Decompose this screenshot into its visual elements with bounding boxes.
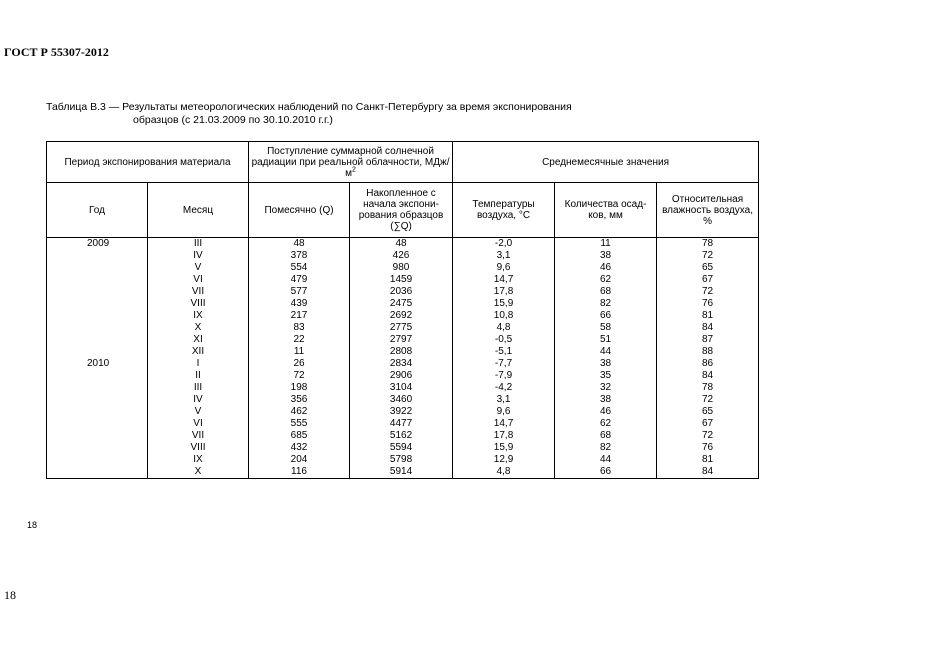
cell-monthly-q: 555	[249, 418, 350, 430]
cell-humidity: 87	[657, 334, 759, 346]
cell-cumulative-q: 5798	[350, 454, 453, 466]
document-header: ГОСТ Р 55307-2012	[4, 45, 109, 59]
cell-month: V	[148, 262, 249, 274]
cell-humidity: 65	[657, 262, 759, 274]
cell-year	[47, 346, 148, 358]
cell-year: 2009	[47, 238, 148, 251]
cell-cumulative-q: 2797	[350, 334, 453, 346]
cell-monthly-q: 554	[249, 262, 350, 274]
cell-monthly-q: 198	[249, 382, 350, 394]
cell-temperature: -5,1	[453, 346, 555, 358]
cell-cumulative-q: 1459	[350, 274, 453, 286]
table-row	[47, 238, 759, 251]
table-row	[47, 334, 759, 346]
cell-cumulative-q: 48	[350, 238, 453, 251]
cell-humidity: 72	[657, 250, 759, 262]
cell-precipitation: 11	[555, 238, 657, 251]
cell-precipitation: 44	[555, 454, 657, 466]
cell-precipitation: 66	[555, 310, 657, 322]
cell-temperature: 3,1	[453, 394, 555, 406]
cell-monthly-q: 378	[249, 250, 350, 262]
cell-precipitation: 32	[555, 382, 657, 394]
cell-year	[47, 298, 148, 310]
cell-temperature: 14,7	[453, 418, 555, 430]
cell-year	[47, 250, 148, 262]
header-radiation-sup: 2	[352, 166, 356, 174]
cell-monthly-q: 72	[249, 370, 350, 382]
cell-month: VI	[148, 274, 249, 286]
cell-month: III	[148, 238, 249, 251]
cell-precipitation: 38	[555, 358, 657, 370]
cell-cumulative-q: 2775	[350, 322, 453, 334]
cell-month: VII	[148, 286, 249, 298]
cell-month: VIII	[148, 298, 249, 310]
cell-year	[47, 430, 148, 442]
cell-precipitation: 51	[555, 334, 657, 346]
cell-monthly-q: 439	[249, 298, 350, 310]
cell-precipitation: 68	[555, 286, 657, 298]
table-row	[47, 322, 759, 334]
table-row	[47, 286, 759, 298]
cell-humidity: 81	[657, 310, 759, 322]
table-body	[47, 238, 759, 479]
cell-monthly-q: 685	[249, 430, 350, 442]
cell-cumulative-q: 3460	[350, 394, 453, 406]
cell-precipitation: 46	[555, 262, 657, 274]
header-cumulative-q: Накопленное с начала экспони-рования образцов (∑Q)	[350, 183, 453, 238]
header-humidity: Относительная влажность воздуха, %	[657, 183, 759, 238]
cell-cumulative-q: 5162	[350, 430, 453, 442]
cell-monthly-q: 432	[249, 442, 350, 454]
cell-year	[47, 394, 148, 406]
cell-cumulative-q: 4477	[350, 418, 453, 430]
cell-humidity: 76	[657, 298, 759, 310]
cell-humidity: 81	[657, 454, 759, 466]
cell-precipitation: 44	[555, 346, 657, 358]
cell-temperature: 17,8	[453, 430, 555, 442]
cell-month: V	[148, 406, 249, 418]
cell-month: XII	[148, 346, 249, 358]
cell-month: VII	[148, 430, 249, 442]
cell-monthly-q: 462	[249, 406, 350, 418]
cell-monthly-q: 26	[249, 358, 350, 370]
cell-humidity: 65	[657, 406, 759, 418]
cell-month: VIII	[148, 442, 249, 454]
cell-humidity: 78	[657, 238, 759, 251]
meteo-table	[46, 141, 759, 479]
cell-cumulative-q: 426	[350, 250, 453, 262]
cell-month: IX	[148, 454, 249, 466]
cell-precipitation: 82	[555, 298, 657, 310]
cell-precipitation: 66	[555, 466, 657, 479]
cell-precipitation: 68	[555, 430, 657, 442]
cell-month: VI	[148, 418, 249, 430]
cell-temperature: 4,8	[453, 466, 555, 479]
cell-precipitation: 35	[555, 370, 657, 382]
cell-monthly-q: 116	[249, 466, 350, 479]
table-row	[47, 298, 759, 310]
cell-temperature: 15,9	[453, 298, 555, 310]
cell-monthly-q: 479	[249, 274, 350, 286]
header-temperature: Температуры воздуха, °С	[453, 183, 555, 238]
cell-temperature: 12,9	[453, 454, 555, 466]
cell-humidity: 84	[657, 466, 759, 479]
cell-year	[47, 418, 148, 430]
cell-monthly-q: 217	[249, 310, 350, 322]
cell-temperature: -7,7	[453, 358, 555, 370]
table-row	[47, 418, 759, 430]
table-caption	[46, 101, 572, 127]
cell-month: IV	[148, 394, 249, 406]
cell-cumulative-q: 5914	[350, 466, 453, 479]
cell-year	[47, 310, 148, 322]
cell-temperature: 15,9	[453, 442, 555, 454]
cell-precipitation: 38	[555, 250, 657, 262]
cell-temperature: 10,8	[453, 310, 555, 322]
table-row	[47, 358, 759, 370]
cell-temperature: -4,2	[453, 382, 555, 394]
cell-monthly-q: 48	[249, 238, 350, 251]
cell-year	[47, 286, 148, 298]
header-year: Год	[47, 183, 148, 238]
cell-precipitation: 46	[555, 406, 657, 418]
cell-monthly-q: 11	[249, 346, 350, 358]
cell-month: III	[148, 382, 249, 394]
cell-temperature: 9,6	[453, 406, 555, 418]
cell-precipitation: 38	[555, 394, 657, 406]
cell-humidity: 72	[657, 394, 759, 406]
cell-month: II	[148, 370, 249, 382]
cell-month: XI	[148, 334, 249, 346]
cell-year	[47, 454, 148, 466]
table-row	[47, 442, 759, 454]
cell-cumulative-q: 2692	[350, 310, 453, 322]
cell-cumulative-q: 2036	[350, 286, 453, 298]
cell-humidity: 72	[657, 430, 759, 442]
table-row	[47, 406, 759, 418]
cell-humidity: 67	[657, 274, 759, 286]
cell-temperature: -7,9	[453, 370, 555, 382]
table-caption-line1: Таблица В.3 — Результаты метеорологических наблюдений по Санкт-Петербургу за время экспонирования	[46, 101, 572, 113]
table-row	[47, 274, 759, 286]
table-row	[47, 454, 759, 466]
cell-humidity: 67	[657, 418, 759, 430]
cell-cumulative-q: 3922	[350, 406, 453, 418]
cell-humidity: 78	[657, 382, 759, 394]
cell-cumulative-q: 2906	[350, 370, 453, 382]
page-number: 18	[4, 588, 16, 602]
cell-precipitation: 62	[555, 418, 657, 430]
cell-temperature: 17,8	[453, 286, 555, 298]
header-period: Период экспонирования материала	[47, 142, 249, 183]
header-month: Месяц	[148, 183, 249, 238]
cell-monthly-q: 22	[249, 334, 350, 346]
cell-year	[47, 262, 148, 274]
header-precipitation: Количества осад-ков, мм	[555, 183, 657, 238]
table-row	[47, 382, 759, 394]
cell-monthly-q: 356	[249, 394, 350, 406]
cell-humidity: 84	[657, 322, 759, 334]
cell-year	[47, 334, 148, 346]
header-monthly: Среднемесячные значения	[453, 142, 759, 183]
cell-year	[47, 274, 148, 286]
cell-year	[47, 370, 148, 382]
cell-year	[47, 466, 148, 479]
table-caption-line2: образцов (с 21.03.2009 по 30.10.2010 г.г.)	[133, 114, 333, 126]
table-row	[47, 310, 759, 322]
table-row	[47, 250, 759, 262]
cell-year	[47, 442, 148, 454]
cell-temperature: -0,5	[453, 334, 555, 346]
cell-precipitation: 62	[555, 274, 657, 286]
table-row	[47, 370, 759, 382]
cell-temperature: 3,1	[453, 250, 555, 262]
cell-year	[47, 382, 148, 394]
cell-month: I	[148, 358, 249, 370]
header-monthly-q: Помесячно (Q)	[249, 183, 350, 238]
cell-humidity: 88	[657, 346, 759, 358]
cell-cumulative-q: 2475	[350, 298, 453, 310]
cell-month: IV	[148, 250, 249, 262]
cell-temperature: 9,6	[453, 262, 555, 274]
cell-cumulative-q: 2808	[350, 346, 453, 358]
cell-cumulative-q: 5594	[350, 442, 453, 454]
cell-temperature: -2,0	[453, 238, 555, 251]
cell-humidity: 72	[657, 286, 759, 298]
cell-month: X	[148, 466, 249, 479]
cell-monthly-q: 577	[249, 286, 350, 298]
cell-precipitation: 82	[555, 442, 657, 454]
table-row	[47, 346, 759, 358]
header-radiation-text: Поступление суммарной солнечной радиации при реальной облачности, МДж/м	[251, 145, 450, 179]
table-row	[47, 262, 759, 274]
header-radiation	[249, 142, 453, 183]
cell-precipitation: 58	[555, 322, 657, 334]
table-row	[47, 394, 759, 406]
cell-humidity: 76	[657, 442, 759, 454]
table-row	[47, 466, 759, 479]
cell-month: X	[148, 322, 249, 334]
table-row	[47, 430, 759, 442]
cell-year	[47, 322, 148, 334]
cell-cumulative-q: 3104	[350, 382, 453, 394]
cell-humidity: 84	[657, 370, 759, 382]
cell-monthly-q: 204	[249, 454, 350, 466]
cell-month: IX	[148, 310, 249, 322]
cell-temperature: 14,7	[453, 274, 555, 286]
cell-year	[47, 406, 148, 418]
cell-temperature: 4,8	[453, 322, 555, 334]
cell-monthly-q: 83	[249, 322, 350, 334]
cell-year: 2010	[47, 358, 148, 370]
cell-humidity: 86	[657, 358, 759, 370]
cell-cumulative-q: 2834	[350, 358, 453, 370]
page-number-small: 18	[27, 520, 38, 530]
cell-cumulative-q: 980	[350, 262, 453, 274]
